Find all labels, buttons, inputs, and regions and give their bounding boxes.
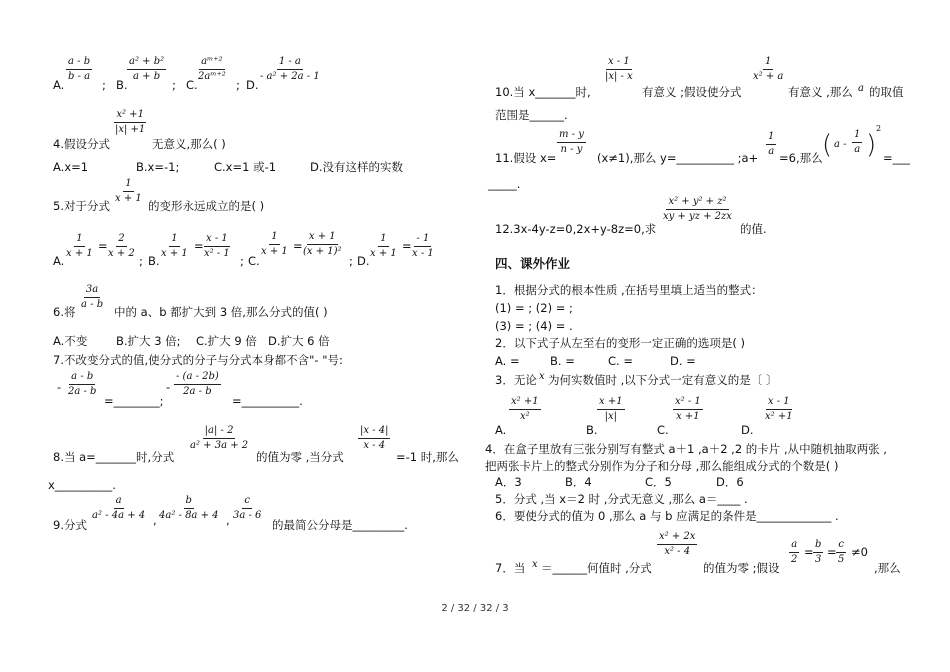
fraction-denominator: 2a - b (183, 386, 212, 397)
q3-option-c-fraction (196, 57, 228, 82)
q5-b-left (159, 234, 190, 259)
q5-option-c-label: C. (248, 254, 260, 268)
q5-option-b-label: B. (148, 254, 160, 268)
homework-4-line1: 4．在盒子里放有三张分别写有整式 a＋1 ,a＋2 ,2 的卡片 ,从中随机抽取两张 , (485, 442, 887, 456)
q5-option-a-label: A. (53, 254, 65, 268)
q3-option-d-label: D. (246, 78, 259, 92)
q8-prefix: 8.当 a=_______时,分式 (53, 450, 175, 464)
q12-prefix: 12.3x-4y-z=0,2x+y-8z=0,求 (495, 222, 657, 236)
homework-3-option-b-fraction (597, 397, 625, 422)
fraction-denominator: |x| +1 (115, 124, 146, 135)
homework-2-option-d: D. = (670, 354, 696, 368)
q5-d-left (368, 234, 399, 259)
separator: ; (236, 78, 240, 92)
homework-3-pre: 3．无论 (495, 373, 537, 387)
fraction-denominator: 2a - b (68, 386, 97, 397)
fraction-numerator: x² +1 (114, 110, 146, 123)
equals-sign: = (194, 239, 204, 253)
fraction-denominator: a + b (133, 71, 161, 82)
q5-c-right (301, 232, 344, 257)
variable-a: a (858, 83, 864, 94)
homework-2-option-a: A. = (495, 354, 520, 368)
q3-option-d-fraction (258, 57, 322, 82)
paren-open: ( (822, 130, 833, 160)
equals-sign: = (293, 239, 303, 253)
fraction-numerator: x - 1 (204, 234, 230, 247)
q9-fraction-2 (157, 496, 221, 521)
q6-suffix: 中的 a、b 都扩大到 3 倍,那么分式的值( ) (114, 305, 328, 319)
separator: ; (102, 78, 106, 92)
fraction-denominator: 2 (791, 554, 798, 565)
fraction-numerator: x² + 2x (657, 532, 697, 545)
fraction-denominator: a² - 4a + 4 (92, 510, 146, 521)
fraction-denominator: |x| - x (605, 71, 633, 82)
q6-option-d: D.扩大 6 倍 (268, 334, 330, 348)
fraction-denominator: 2aᵐ⁺² (198, 71, 226, 82)
homework-1: 1．根据分式的根本性质 ,在括号里填上适当的整式： (495, 283, 763, 297)
q8-mid: 的值为零 ,当分式 (256, 450, 344, 464)
q9-suffix: 的最简公分母是_________. (272, 518, 408, 532)
q4-suffix: 无意义,那么( ) (152, 137, 226, 151)
fraction-denominator: x + 2 (108, 248, 135, 259)
equals-sign: = (98, 239, 108, 253)
fraction-denominator: x² (519, 411, 530, 422)
q10-prefix: 10.当 x_______时, (495, 85, 591, 99)
fraction-numerator: 1 (766, 132, 776, 145)
q8-line2: x__________. (48, 478, 116, 492)
minus-sign: - (166, 380, 171, 394)
q8-tail: =-1 时,那么 (396, 450, 459, 464)
fraction-numerator: 1 (269, 232, 279, 245)
homework-7-pre: 7．当 (495, 561, 526, 575)
q10-tail-pre: 有意义 ,那么 (788, 85, 853, 99)
fraction-denominator: a (768, 146, 775, 157)
fraction-denominator: 3a - 6 (233, 510, 262, 521)
q12-fraction (661, 197, 734, 222)
q8-fraction-2 (358, 426, 390, 451)
fraction-denominator: (x + 1)² (303, 246, 342, 257)
homework-7-ratio-c (836, 540, 846, 565)
q4-option-b: B.x=-1; (136, 160, 180, 174)
q4-option-a: A.x=1 (53, 160, 89, 174)
q11-fraction-1 (557, 130, 586, 155)
fraction-denominator: |x| (604, 411, 617, 422)
fraction-numerator: - 1 (414, 234, 431, 247)
fraction-numerator: b (813, 540, 823, 553)
q6-option-b: B.扩大 3 倍; (116, 334, 181, 348)
homework-4-option-c: C．5 (645, 475, 672, 489)
q7-expr1-fraction (66, 372, 98, 397)
q11-fraction-3 (852, 130, 862, 155)
equals-sign: = (804, 545, 814, 559)
q10-line2: 范围是______. (495, 108, 568, 122)
q5-prefix: 5.对于分式 (53, 199, 110, 213)
q11-line2: _____. (488, 177, 521, 191)
q9-prefix: 9.分式 (53, 518, 87, 532)
q5-fraction (113, 179, 144, 204)
fraction-numerator: |x - 4| (358, 426, 390, 439)
homework-2-option-c: C. = (608, 354, 633, 368)
homework-3-option-a-fraction (509, 397, 541, 422)
homework-7-mid: ＝______何值时 ,分式 (541, 561, 652, 575)
section-title: 四、课外作业 (495, 256, 571, 271)
fraction-denominator: x + 1 (370, 248, 397, 259)
q7-text: 7.不改变分式的值,使分式的分子与分式本身都不含"- "号: (53, 353, 343, 367)
q3-option-b-label: B. (116, 78, 128, 92)
q9-fraction-1 (90, 496, 147, 521)
fraction-numerator: x + 1 (307, 232, 338, 245)
homework-5: 5．分式 ,当 x＝2 时 ,分式无意义 ,那么 a＝____ . (495, 492, 748, 506)
fraction-numerator: 1 (74, 234, 84, 247)
homework-3-option-a-label: A. (495, 423, 507, 437)
homework-3-option-d-label: D. (741, 423, 754, 437)
fraction-denominator: 5 (838, 554, 845, 565)
fraction-denominator: x - 4 (363, 440, 386, 451)
homework-4-line2: 把两张卡片上的整式分别作为分子和分母 ,那么能组成分式的个数是( ) (485, 459, 839, 473)
homework-6: 6．要使分式的值为 0 ,那么 a 与 b 应满足的条件是_____________ . (495, 509, 839, 523)
fraction-numerator: - (a - 2b) (174, 372, 221, 385)
q3-option-a-fraction (66, 57, 92, 82)
homework-2-option-b: B. = (550, 354, 575, 368)
homework-1-line1: (1) = ; (2) = ; (495, 301, 573, 315)
q6-option-c: C.扩大 9 倍 (196, 334, 257, 348)
comma: , (226, 513, 230, 527)
page-number: 2 / 32 / 32 / 3 (441, 603, 509, 614)
q5-c-left (259, 232, 290, 257)
q5-d-right (410, 234, 436, 259)
q5-option-d-label: D. (357, 254, 370, 268)
fraction-numerator: x² +1 (509, 397, 541, 410)
homework-4-option-d: D．6 (716, 475, 744, 489)
q3-option-c-label: C. (186, 78, 198, 92)
fraction-denominator: x + 1 (261, 246, 288, 257)
homework-3-option-c-fraction (673, 397, 703, 422)
homework-3-option-b-label: B. (586, 423, 598, 437)
homework-7-ratio-b (813, 540, 823, 565)
fraction-numerator: a² + b² (127, 57, 166, 70)
fraction-numerator: x - 1 (606, 57, 632, 70)
q4-prefix: 4.假设分式 (53, 137, 110, 151)
variable-x: x (539, 371, 545, 382)
fraction-numerator: a - b (66, 57, 92, 70)
fraction-denominator: x +1 (676, 411, 700, 422)
q6-option-a: A.不变 (53, 334, 88, 348)
homework-2: 2．以下式子从左至右的变形一定正确的选项是( ) (495, 336, 745, 350)
fraction-numerator: c (242, 496, 252, 509)
fraction-numerator: m - y (557, 130, 586, 143)
fraction-numerator: x +1 (597, 397, 625, 410)
fraction-numerator: x - 1 (766, 397, 792, 410)
q10-tail-post: 的取值 (869, 85, 904, 99)
fraction-numerator: x² - 1 (673, 397, 703, 410)
q4-option-c: C.x=1 或-1 (214, 160, 277, 174)
fraction-numerator: |a| - 2 (203, 426, 236, 439)
homework-3-post: 为何实数值时 ,以下分式一定有意义的是〔 〕 (548, 373, 778, 387)
paren-close: ) (866, 130, 877, 160)
comma: , (153, 513, 157, 527)
separator: ; (139, 254, 143, 268)
homework-3-option-c-label: C. (657, 423, 669, 437)
fraction-numerator: 2 (116, 234, 126, 247)
fraction-numerator: 1 (852, 130, 862, 143)
q5-a-right (106, 234, 137, 259)
fraction-numerator: 1 (123, 179, 133, 192)
fraction-numerator: aᵐ⁺² (199, 57, 224, 70)
fraction-denominator: x + 1 (66, 248, 93, 259)
fraction-denominator: - a² + 2a - 1 (260, 71, 320, 82)
fraction-denominator: x² + a (753, 71, 784, 82)
fraction-denominator: xy + yz + 2zx (663, 211, 732, 222)
fraction-numerator: x² + y² + z² (666, 197, 728, 210)
fraction-numerator: 1 - a (277, 57, 303, 70)
homework-7-mid2: 的值为零 ;假设 (703, 561, 780, 575)
q7-expr2-answer: =__________. (232, 394, 303, 408)
fraction-numerator: a (114, 496, 124, 509)
fraction-denominator: x² +1 (765, 411, 793, 422)
fraction-denominator: a (854, 144, 861, 155)
q11-mid: (x≠1),那么 y=__________ ;a+ (597, 151, 759, 165)
fraction-denominator: b - a (68, 71, 91, 82)
homework-1-line2: (3) = ; (4) = . (495, 319, 573, 333)
fraction-denominator: x² - 1 (204, 248, 230, 259)
fraction-numerator: a (789, 540, 799, 553)
q10-fraction-2 (751, 57, 785, 82)
fraction-denominator: 4a² - 8a + 4 (159, 510, 219, 521)
fraction-denominator: a² + 3a + 2 (190, 440, 249, 451)
fraction-numerator: 1 (169, 234, 179, 247)
homework-7-fraction (657, 532, 697, 557)
q11-paren-expression: a - (834, 139, 847, 150)
equals-sign: = (402, 239, 412, 253)
q4-option-d: D.没有这样的实数 (310, 160, 404, 174)
q11-prefix: 11.假设 x= (495, 151, 557, 165)
q4-fraction (113, 110, 147, 135)
q5-b-right (202, 234, 232, 259)
q10-mid: 有意义 ;假设使分式 (642, 85, 742, 99)
q8-fraction-1 (188, 426, 250, 451)
q5-a-left (64, 234, 95, 259)
fraction-denominator: n - y (560, 144, 583, 155)
equals-sign: = (827, 545, 837, 559)
fraction-denominator: x + 1 (161, 248, 188, 259)
q3-option-a-label: A. (53, 78, 65, 92)
homework-7-tail: ,那么 (874, 561, 901, 575)
fraction-numerator: 3a (84, 285, 100, 298)
q11-fraction-2 (766, 132, 776, 157)
q12-suffix: 的值. (740, 222, 767, 236)
fraction-numerator: b (184, 496, 194, 509)
fraction-numerator: a - b (69, 372, 95, 385)
q11-mid2: =6,那么 (779, 151, 823, 165)
homework-7-ratio-a (789, 540, 799, 565)
homework-4-option-a: A．3 (495, 475, 522, 489)
q7-expr1-answer: =________; (104, 394, 164, 408)
q5-suffix: 的变形永远成立的是( ) (148, 199, 265, 213)
q9-fraction-3 (231, 496, 263, 521)
fraction-numerator: 1 (763, 57, 773, 70)
exponent: 2 (876, 124, 882, 133)
q11-answer-blank: =___ (883, 151, 910, 165)
fraction-denominator: x² - 4 (664, 546, 691, 557)
q3-option-b-fraction (127, 57, 166, 82)
separator: ; (240, 254, 244, 268)
fraction-denominator: 3 (815, 554, 822, 565)
q6-prefix: 6.将 (53, 305, 76, 319)
variable-x: x (532, 559, 538, 570)
q7-expr2-fraction (174, 372, 221, 397)
not-equal-zero: ≠0 (851, 545, 868, 559)
minus-sign: - (57, 380, 62, 394)
q10-fraction-1 (603, 57, 635, 82)
fraction-denominator: x - 1 (412, 248, 434, 259)
fraction-denominator: x + 1 (115, 193, 142, 204)
homework-4-option-b: B．4 (565, 475, 592, 489)
q6-fraction (79, 285, 105, 310)
homework-3-option-d-fraction (763, 397, 795, 422)
fraction-numerator: 1 (378, 234, 388, 247)
fraction-denominator: a - b (81, 299, 104, 310)
fraction-numerator: c (836, 540, 846, 553)
separator: ; (172, 78, 176, 92)
separator: ; (349, 254, 353, 268)
